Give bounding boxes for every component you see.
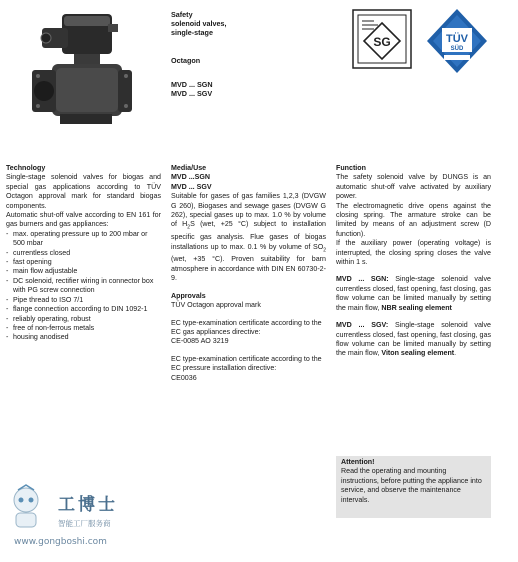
sg-safety-badge	[352, 9, 412, 69]
ec-certificate-pressure-code: CE0036	[171, 373, 197, 382]
feature-list	[6, 230, 161, 343]
list-item: - housing anodised	[6, 333, 161, 342]
approvals-text: TÜV Octagon approval mark	[171, 301, 261, 310]
ec-certificate-gas: EC type-examination certificate according to the EC gas appliances directive:	[171, 318, 322, 336]
media-heading: Media/Use	[171, 164, 207, 172]
technology-section	[6, 164, 161, 343]
function-paragraph-2: The electromagnetic drive opens against the closing spring. The armature stroke can be limited by means of an adjustment screw (D function).	[336, 201, 491, 238]
list-item: - main flow adjustable	[6, 267, 161, 276]
list-item: - DC solenoid, rectifier wiring in connector box with PG screw connection	[6, 277, 161, 296]
function-heading: Function	[336, 164, 366, 172]
product-title: Safety solenoid valves, single-stage	[171, 10, 227, 37]
watermark-tagline: 智能工厂服务商	[58, 519, 111, 528]
list-item: - reliably operating, robust	[6, 315, 161, 324]
ec-certificate-gas-code: CE-0085 AO 3219	[171, 337, 229, 346]
media-description: Suitable for gases of gas families 1,2,3 (DVGW G 260), Biogases and sewage gases (DVGW G 262), special gases up to max. 1.0 % by volume of $H_2S$ (wet, +25 °C) subject to installation specific gas analysis. Flue gases of biogas installations up to max. 0.1 % by volume of $SO_2$ (wet, +35 °C). Proven suitability for barn atmosphere in accordance with DIN EN 60730-2-9.	[171, 192, 326, 283]
technology-intro: Single-stage solenoid valves for biogas and special gas applications according to TÜV Octagon approval mark for standard biogas components.	[6, 173, 161, 210]
list-item: - free of non-ferrous metals	[6, 324, 161, 333]
media-model-sgv: MVD ... SGV	[171, 182, 212, 191]
list-item: - flange connection according to DIN 1092-1	[6, 305, 161, 314]
product-image	[30, 6, 135, 141]
ec-certificate-pressure: EC type-examination certificate according to the EC pressure installation directive:	[171, 354, 322, 373]
media-section	[171, 164, 326, 383]
attention-heading: Attention!	[341, 458, 375, 466]
list-item: - fast opening	[6, 258, 161, 267]
list-item: - Pipe thread to ISO 7/1	[6, 296, 161, 305]
model-list: MVD ... SGN MVD ... SGV	[171, 80, 213, 98]
function-section	[336, 164, 491, 359]
watermark	[6, 482, 156, 552]
tuv-badge-top: TÜV	[446, 33, 468, 45]
sg-badge-text: SG	[373, 35, 391, 49]
list-item: - max. operating pressure up to 200 mbar or 500 mbar	[6, 230, 161, 249]
attention-text: Read the operating and mounting instructions, before putting the appliance into service, and observe the maintenance intervals.	[341, 467, 482, 504]
sgv-description: MVD ... SGV: Single-stage solenoid valve currentless closed, fast opening, fast closing, gas flow volume can be limited manually by setting the main flow, Viton sealing element.	[336, 321, 491, 358]
media-model-sgn: MVD ...SGN	[171, 173, 211, 182]
series-name: Octagon	[171, 56, 201, 65]
tuv-badge-bottom: SÜD	[450, 46, 464, 52]
technology-heading: Technology	[6, 164, 46, 172]
tuv-sud-badge	[424, 8, 490, 74]
function-paragraph-3: If the auxiliary power (operating voltage) is interrupted, the closing spring closes the valve within 1 s.	[336, 239, 491, 267]
approvals-heading: Approvals	[171, 291, 206, 300]
robot-mascot-icon	[6, 484, 46, 534]
watermark-url: www.gongboshi.com	[14, 537, 107, 547]
watermark-brand: 工博士	[58, 495, 118, 515]
list-item: - currentless closed	[6, 249, 161, 258]
function-paragraph-1: The safety solenoid valve by DUNGS is an automatic shut-off valve activated by auxiliary power.	[336, 173, 491, 201]
technology-intro-2: Automatic shut-off valve according to EN 161 for gas burners and gas appliances:	[6, 211, 161, 229]
attention-box	[336, 456, 491, 518]
sgn-description: MVD ... SGN: Single-stage solenoid valve currentless closed, fast opening, fast closing, gas flow volume can be limited manually by setting the main flow, NBR sealing element	[336, 275, 491, 312]
